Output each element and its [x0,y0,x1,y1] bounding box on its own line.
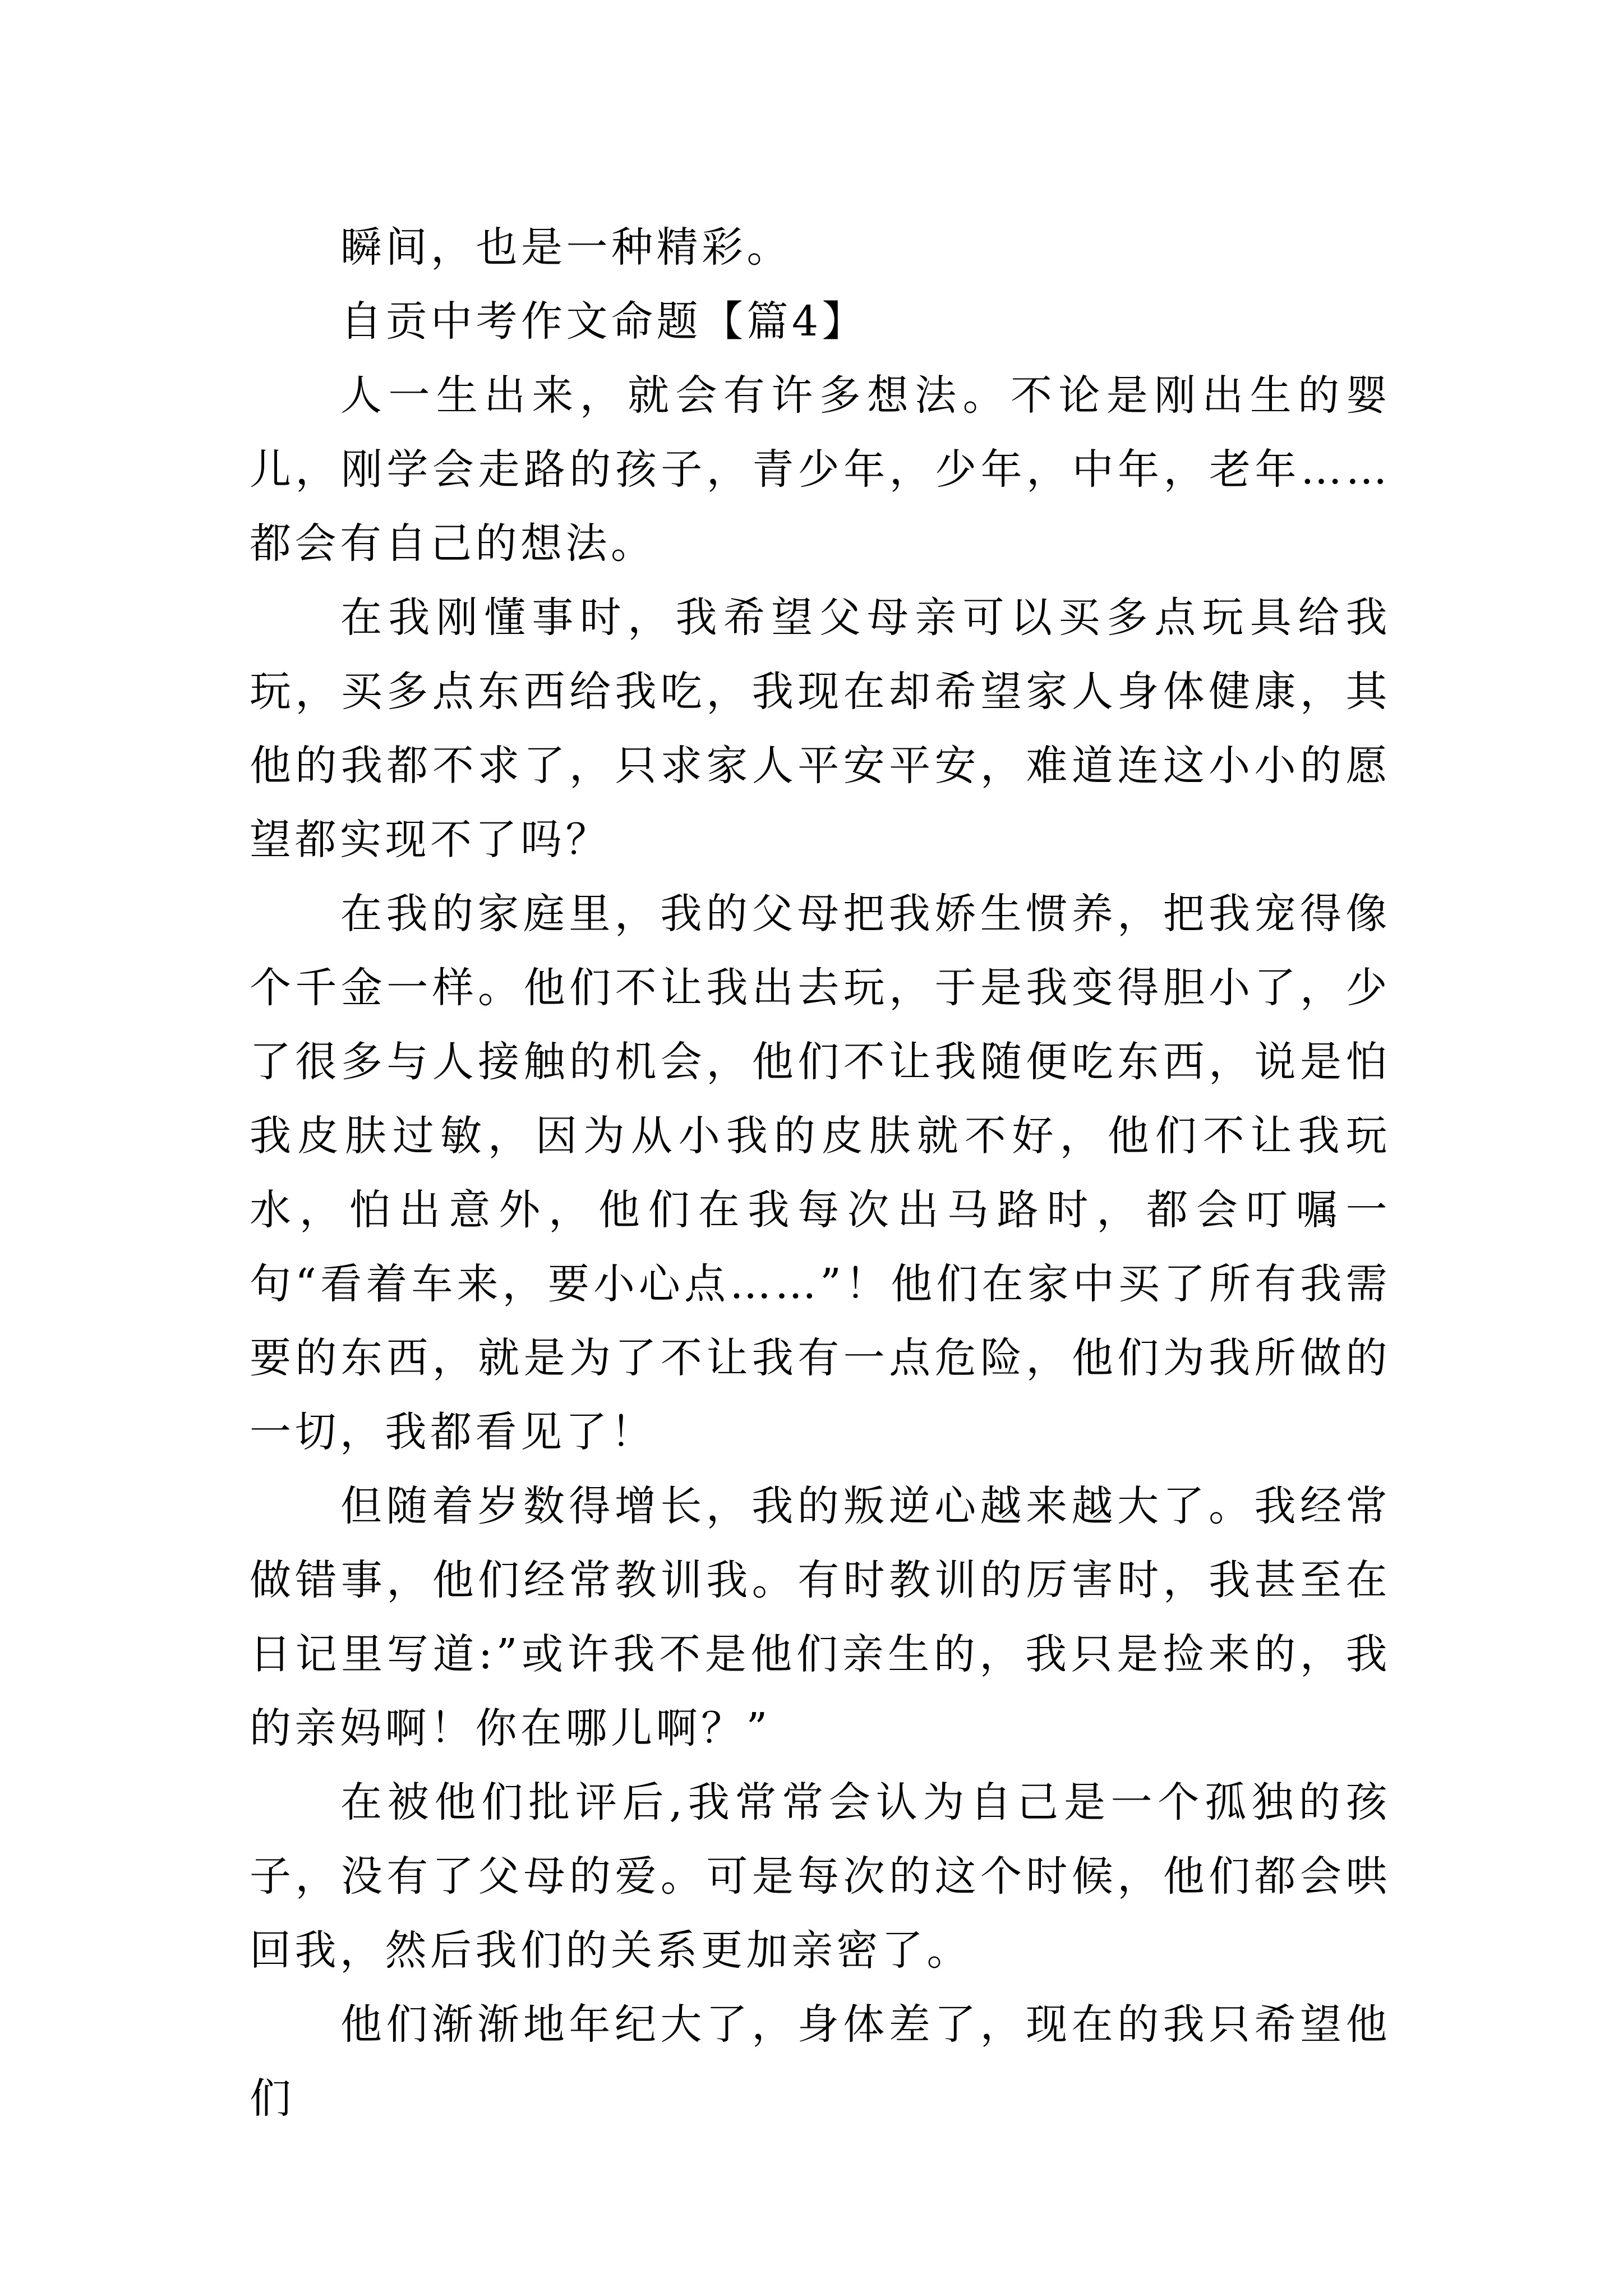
paragraph: 人一生出来，就会有许多想法。不论是刚出生的婴儿，刚学会走路的孩子，青少年，少年，中年，老年……都会有自己的想法。 [250,371,1391,568]
paragraph-continuation: 瞬间，也是一种精彩。 [340,223,792,272]
section-heading: 自贡中考作文命题【篇4】 [340,297,868,346]
paragraph: 在被他们批评后,我常常会认为自己是一个孤独的孩子，没有了父母的爱。可是每次的这个时候，他们都会哄回我，然后我们的关系更加亲密了。 [250,1778,1391,1975]
paragraph: 但随着岁数得增长，我的叛逆心越来越大了。我经常做错事，他们经常教训我。有时教训的厉害时，我甚至在日记里写道:”或许我不是他们亲生的，我只是捡来的，我的亲妈啊！你在哪儿啊？” [250,1482,1391,1752]
paragraph: 在我的家庭里，我的父母把我娇生惯养，把我宠得像个千金一样。他们不让我出去玩，于是我变得胆小了，少了很多与人接触的机会，他们不让我随便吃东西，说是怕我皮肤过敏，因为从小我的皮肤就不好，他们不让我玩水，怕出意外，他们在我每次出马路时，都会叮嘱一句“看着车来，要小心点……”！他们在家中买了所有我需要的东西，就是为了不让我有一点危险，他们为我所做的一切，我都看见了！ [250,890,1391,1456]
paragraph: 他们渐渐地年纪大了，身体差了，现在的我只希望他们 [250,2000,1391,2123]
document-body [250,210,1391,2136]
paragraph: 在我刚懂事时，我希望父母亲可以买多点玩具给我玩，买多点东西给我吃，我现在却希望家人身体健康，其他的我都不求了，只求家人平安平安，难道连这小小的愿望都实现不了吗？ [250,593,1391,864]
